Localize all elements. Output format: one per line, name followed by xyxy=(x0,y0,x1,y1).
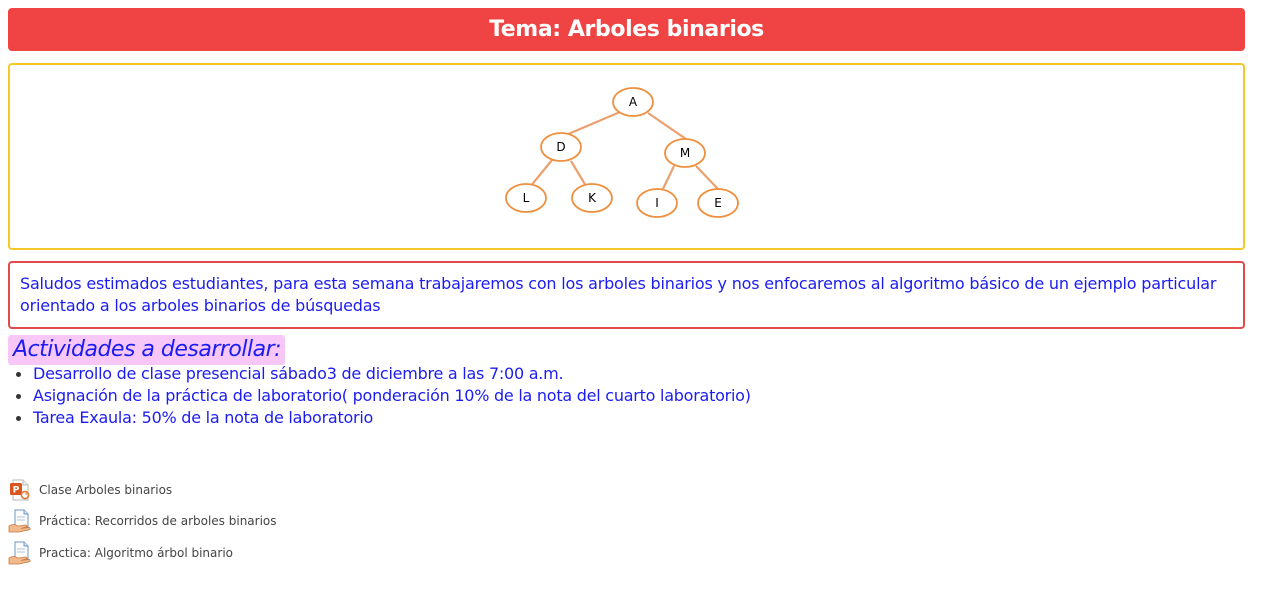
resource-link-practica-recorridos[interactable] xyxy=(8,508,277,534)
powerpoint-file-icon xyxy=(8,478,32,502)
activity-item-text: Asignación de la práctica de laboratorio( ponderación 10% de la nota del cuarto laboratorio) xyxy=(33,386,751,405)
intro-text: Saludos estimados estudiantes, para esta semana trabajaremos con los arboles binarios y nos enfocaremos al algoritmo básico de un ejemplo particular orientado a los arboles binarios de búsquedas xyxy=(20,274,1217,315)
tree-edge-a-m xyxy=(648,113,686,139)
tree-edge-a-d xyxy=(566,112,620,135)
binary-tree-svg xyxy=(10,65,1243,248)
activity-item xyxy=(12,407,751,429)
page-title: Tema: Arboles binarios xyxy=(8,8,1245,51)
tree-node-label-a: A xyxy=(628,95,638,109)
tree-edge-m-i xyxy=(662,166,674,191)
resource-link-clase-arboles[interactable] xyxy=(8,477,172,503)
resource-label[interactable]: Práctica: Recorridos de arboles binarios xyxy=(39,514,277,528)
svg-text:P: P xyxy=(12,485,20,496)
tree-edge-m-e xyxy=(696,166,719,190)
tree-node-label-e: E xyxy=(714,196,722,210)
tree-node-label-k: K xyxy=(588,191,596,205)
resource-label[interactable]: Clase Arboles binarios xyxy=(39,483,173,497)
activities-heading: Actividades a desarrollar: xyxy=(8,335,285,365)
resource-label[interactable]: Practica: Algoritmo árbol binario xyxy=(39,546,233,560)
activity-item-text: Tarea Exaula: 50% de la nota de laboratorio xyxy=(33,408,374,427)
activities-list xyxy=(12,363,751,429)
assignment-icon xyxy=(8,541,32,565)
bullet-icon xyxy=(16,372,21,377)
bullet-icon xyxy=(16,394,21,399)
bullet-icon xyxy=(16,416,21,421)
activity-item xyxy=(12,363,751,385)
tree-node-label-d: D xyxy=(556,140,566,154)
activity-item-text: Desarrollo de clase presencial sábado3 de diciembre a las 7:00 a.m. xyxy=(33,364,564,383)
tree-edge-d-k xyxy=(571,161,586,186)
tree-edge-d-l xyxy=(530,160,552,187)
tree-node-label-m: M xyxy=(679,146,691,160)
activity-item xyxy=(12,385,751,407)
resource-link-practica-algoritmo[interactable] xyxy=(8,540,233,566)
intro-box xyxy=(8,261,1245,329)
tree-node-label-i: I xyxy=(655,196,659,210)
binary-tree-diagram xyxy=(8,63,1245,250)
assignment-icon xyxy=(8,509,32,533)
tree-node-label-l: L xyxy=(522,191,530,205)
